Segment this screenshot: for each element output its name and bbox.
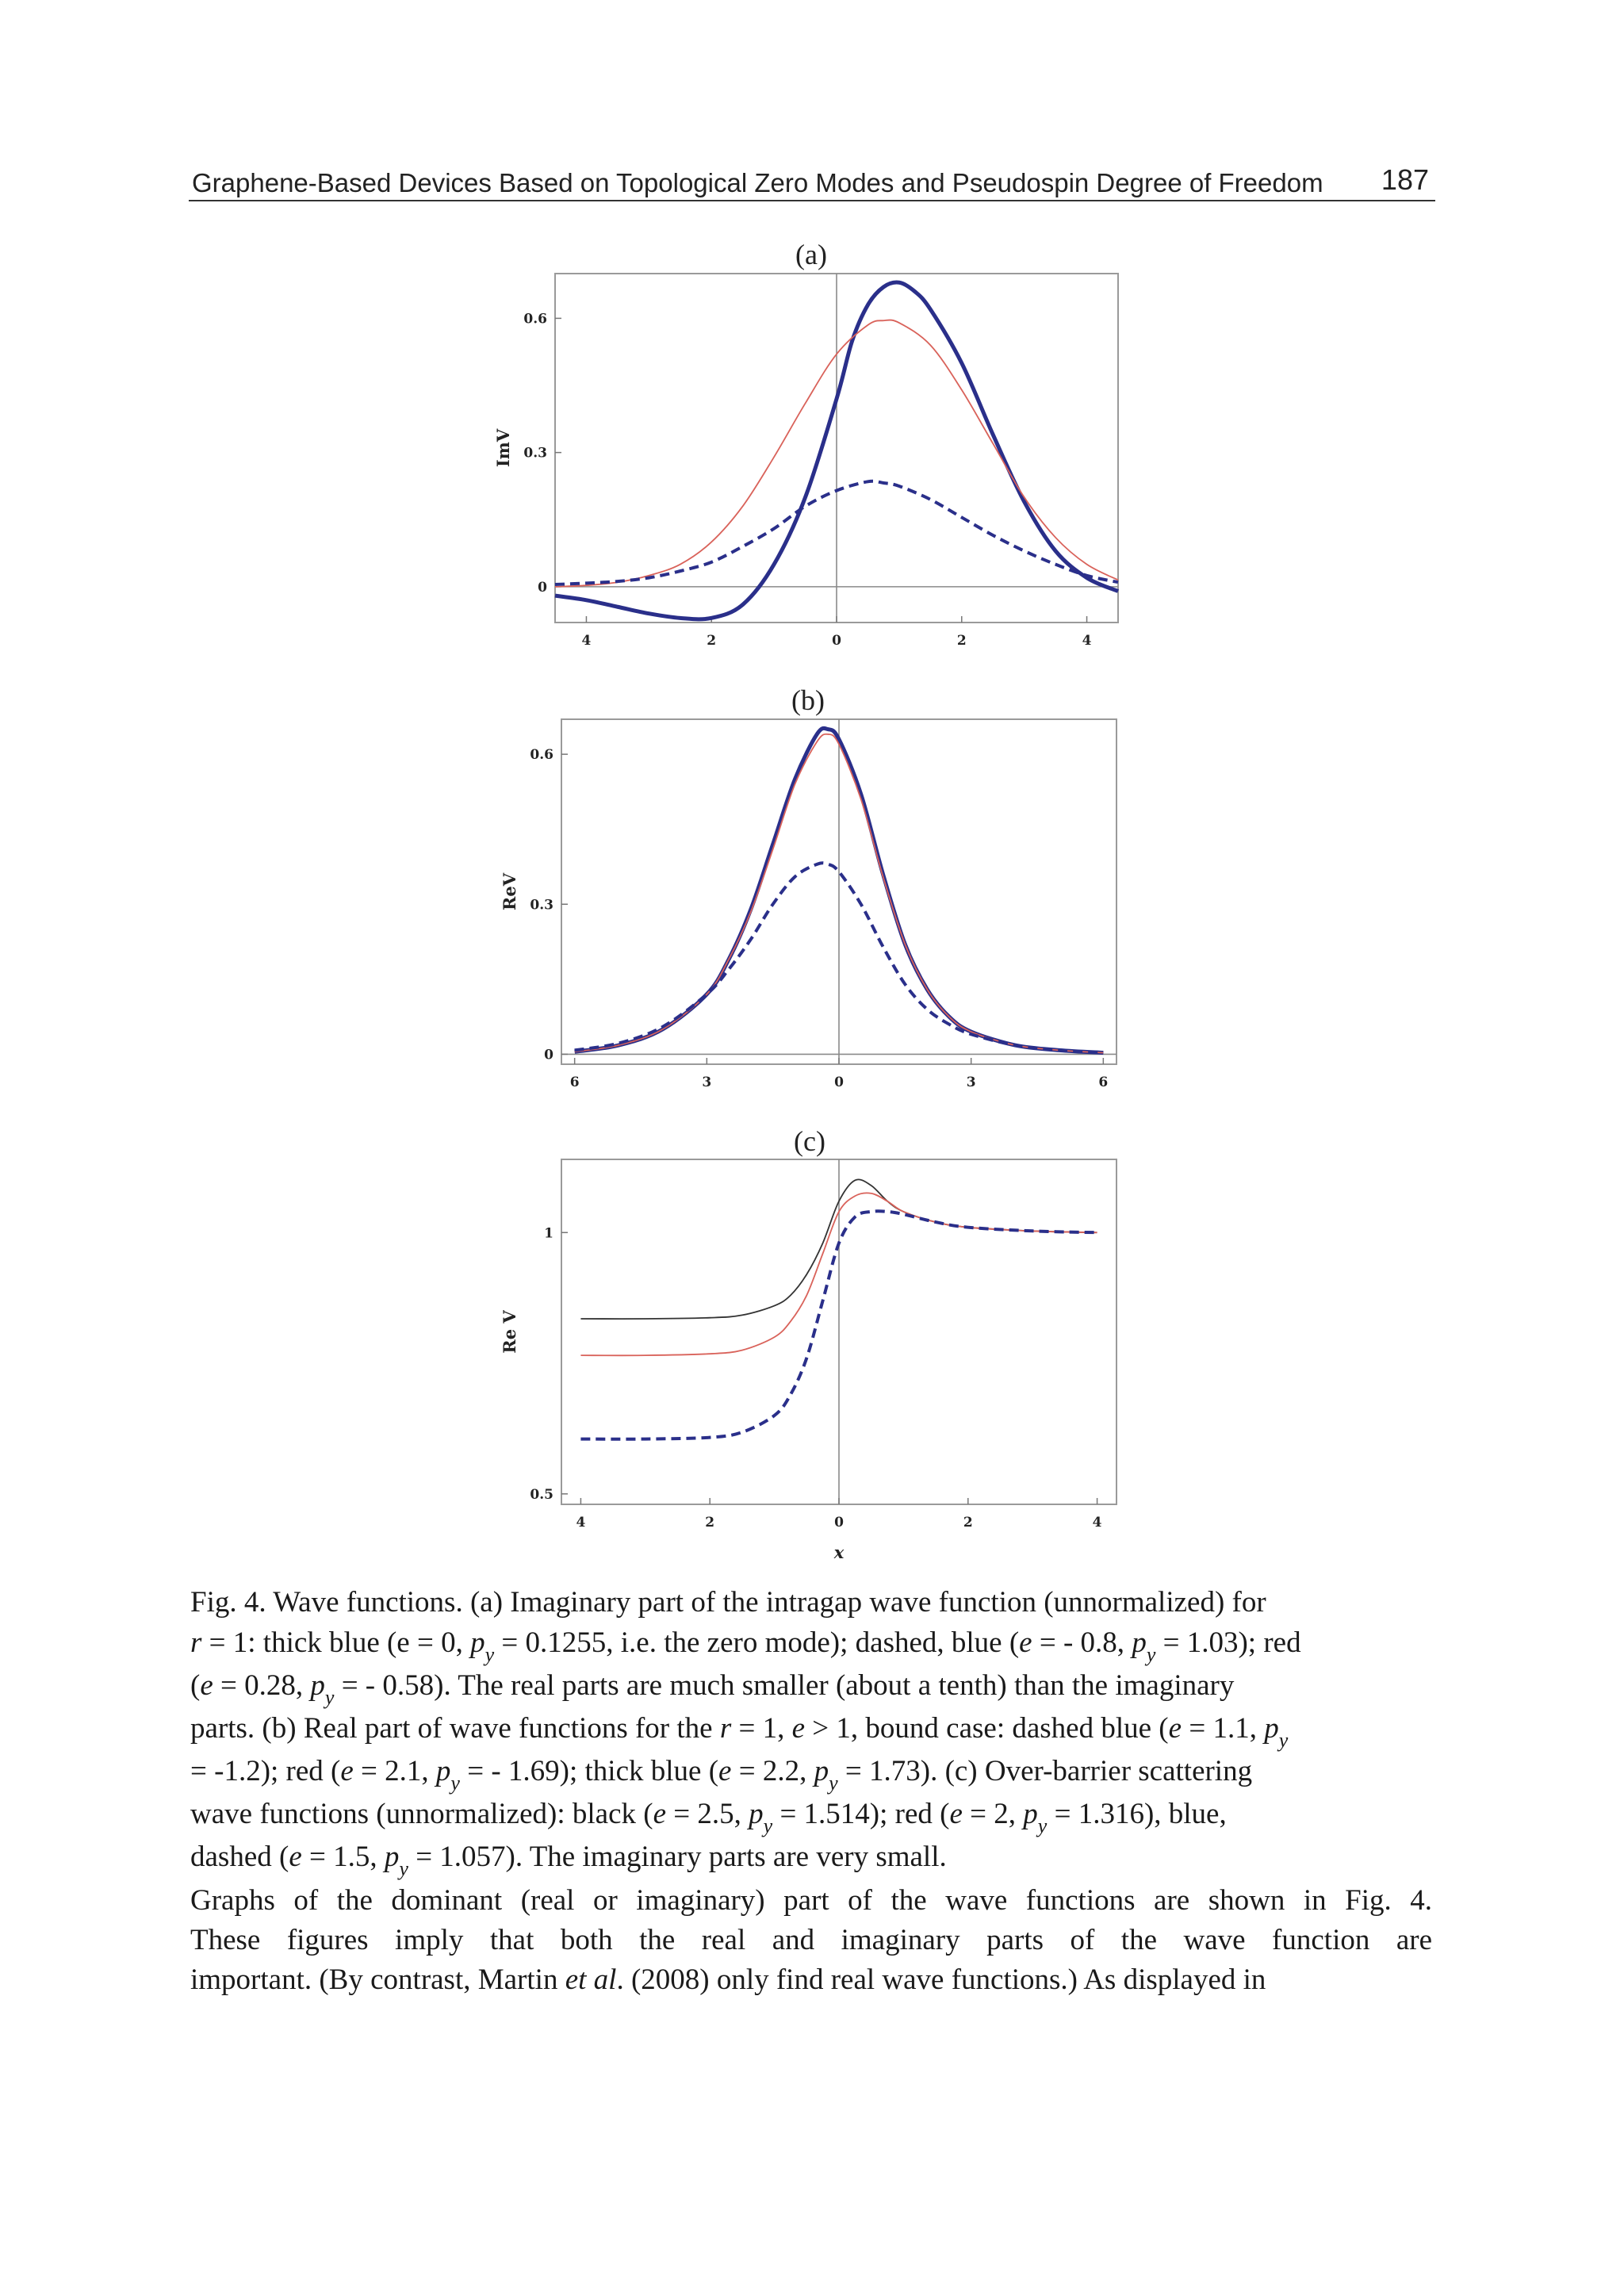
caption-text-run: = 1, — [731, 1712, 792, 1745]
running-head — [189, 163, 1435, 201]
caption-text-run: y — [1037, 1814, 1048, 1837]
caption-text-run: p — [384, 1841, 400, 1873]
panel-label-a: (a) — [795, 239, 827, 270]
panel-label-b: (b) — [791, 684, 825, 716]
caption-text-run: p — [435, 1755, 451, 1787]
caption-text-run: e — [791, 1712, 806, 1745]
x-tick-label: 2 — [956, 633, 967, 649]
body-paragraph — [190, 1881, 1432, 2000]
y-tick-label: 1 — [544, 1225, 553, 1242]
caption-text-run: dashed ( — [190, 1841, 289, 1873]
caption-text-run: e — [289, 1841, 302, 1873]
x-axis-label: x — [833, 1542, 845, 1562]
y-axis-label: ImV — [493, 428, 513, 468]
x-tick-label: 6 — [1098, 1075, 1109, 1090]
caption-line — [190, 1837, 1427, 1879]
caption-text-run: > 1, bound case: dashed blue ( — [805, 1712, 1169, 1745]
y-tick-label: 0 — [544, 1047, 553, 1063]
panel-label-c: (c) — [794, 1125, 825, 1157]
caption-text-run: r — [190, 1626, 202, 1659]
caption-text-run: p — [1023, 1798, 1038, 1830]
caption-text-run: r — [719, 1712, 732, 1745]
caption-text-run: = 2.1, — [353, 1755, 436, 1787]
caption-line — [190, 1751, 1427, 1794]
y-tick-label: 0.3 — [530, 897, 553, 914]
y-axis-label: ReV — [500, 872, 519, 911]
caption-text-run: = 0.1255, i.e. the zero mode); dashed, blue ( — [494, 1626, 1020, 1659]
caption-line — [190, 1794, 1427, 1837]
x-tick-label: 6 — [569, 1075, 580, 1090]
caption-line — [190, 1582, 1427, 1622]
caption-line — [190, 1665, 1427, 1708]
caption-text-run: = 1.057). The imaginary parts are very small. — [408, 1841, 947, 1873]
caption-text-run: = 2, — [962, 1798, 1024, 1830]
y-tick-label: 0.6 — [530, 747, 553, 764]
page-number: 187 — [1381, 163, 1429, 196]
body-text-run: . (2008) only find real wave functions.) As displayed in — [616, 1963, 1266, 1996]
caption-text-run: y — [399, 1857, 408, 1880]
caption-text-run: y — [829, 1772, 838, 1795]
caption-text-run: = 1: thick blue (e = 0, — [201, 1626, 471, 1659]
caption-text-run: y — [450, 1772, 460, 1795]
x-tick-label: 4 — [581, 633, 592, 649]
caption-text-run: = - 0.8, — [1032, 1626, 1132, 1659]
x-tick-label: 3 — [966, 1075, 976, 1090]
caption-text-run: = 1.514); red ( — [772, 1798, 950, 1830]
y-tick-label: 0.6 — [523, 311, 547, 328]
caption-text-run: = -1.2); red ( — [190, 1755, 341, 1787]
body-line — [190, 1881, 1432, 1921]
x-tick-label: 3 — [702, 1075, 712, 1090]
body-text-run: important. (By contrast, Martin — [190, 1963, 565, 1996]
caption-text-run: p — [1264, 1712, 1279, 1745]
caption-text-run: y — [1146, 1643, 1156, 1666]
caption-text-run: e — [340, 1755, 354, 1787]
x-tick-label: 0 — [834, 1075, 844, 1090]
caption-text-run: y — [324, 1686, 335, 1709]
caption-text-run: e — [718, 1755, 732, 1787]
caption-text-run: y — [1278, 1729, 1289, 1752]
caption-text-run: = 1.5, — [301, 1841, 385, 1873]
x-tick-label: 2 — [707, 633, 717, 649]
caption-text-run: y — [763, 1814, 773, 1837]
caption-text-run: p — [310, 1669, 325, 1702]
caption-text-run: p — [814, 1755, 829, 1787]
body-line — [190, 1960, 1432, 2000]
x-tick-label: 2 — [705, 1515, 715, 1531]
caption-text-run: Fig. 4. Wave functions. (a) Imaginary part of the intragap wave function (unnormalized) for — [190, 1586, 1266, 1619]
x-tick-label: 0 — [832, 633, 841, 649]
caption-text-run: = 1.1, — [1182, 1712, 1265, 1745]
caption-text-run: e — [949, 1798, 963, 1830]
chart-panel-c — [476, 1150, 1142, 1578]
y-tick-label: 0 — [538, 579, 547, 596]
caption-text-run: p — [470, 1626, 485, 1659]
body-text-run: et al — [565, 1963, 617, 1996]
caption-text-run: p — [1132, 1626, 1147, 1659]
caption-line — [190, 1622, 1427, 1665]
caption-text-run: y — [485, 1643, 495, 1666]
chart-panel-a — [476, 266, 1142, 662]
caption-text-run: wave functions (unnormalized): black ( — [190, 1798, 653, 1830]
caption-text-run: parts. (b) Real part of wave functions for the — [190, 1712, 720, 1745]
x-tick-label: 0 — [834, 1515, 844, 1531]
caption-text-run: e — [200, 1669, 213, 1702]
caption-text-run: p — [749, 1798, 764, 1830]
caption-text-run: e — [1168, 1712, 1182, 1745]
x-tick-label: 4 — [1082, 633, 1092, 649]
y-axis-label: Re V — [500, 1310, 519, 1354]
body-text-run: These figures imply that both the real and imaginary parts of the wave function are — [190, 1924, 1432, 1956]
caption-line — [190, 1708, 1427, 1751]
caption-text-run: = - 0.58). The real parts are much smaller (about a tenth) than the imaginary — [334, 1669, 1235, 1702]
caption-text-run: ( — [190, 1669, 201, 1702]
caption-text-run: e — [653, 1798, 667, 1830]
x-tick-label: 2 — [963, 1515, 973, 1531]
caption-text-run: = 1.73). (c) Over-barrier scattering — [837, 1755, 1253, 1787]
figure-caption — [190, 1582, 1427, 1879]
caption-text-run: = 0.28, — [213, 1669, 311, 1702]
y-tick-label: 0.5 — [530, 1486, 553, 1503]
caption-text-run: e — [1019, 1626, 1032, 1659]
caption-text-run: = - 1.69); thick blue ( — [459, 1755, 719, 1787]
caption-text-run: = 1.316), blue, — [1047, 1798, 1227, 1830]
body-line — [190, 1921, 1432, 1960]
chart-panel-b — [476, 710, 1142, 1106]
caption-text-run: = 2.5, — [666, 1798, 749, 1830]
caption-text-run: = 2.2, — [731, 1755, 814, 1787]
x-tick-label: 4 — [576, 1515, 586, 1531]
running-head-title: Graphene-Based Devices Based on Topological Zero Modes and Pseudospin Degree of Freedom — [192, 168, 1323, 197]
caption-text-run: = 1.03); red — [1155, 1626, 1301, 1659]
y-tick-label: 0.3 — [523, 445, 547, 462]
body-text-run: Graphs of the dominant (real or imaginary) part of the wave functions are shown in Fig. 4. — [190, 1884, 1432, 1917]
x-tick-label: 4 — [1092, 1515, 1102, 1531]
